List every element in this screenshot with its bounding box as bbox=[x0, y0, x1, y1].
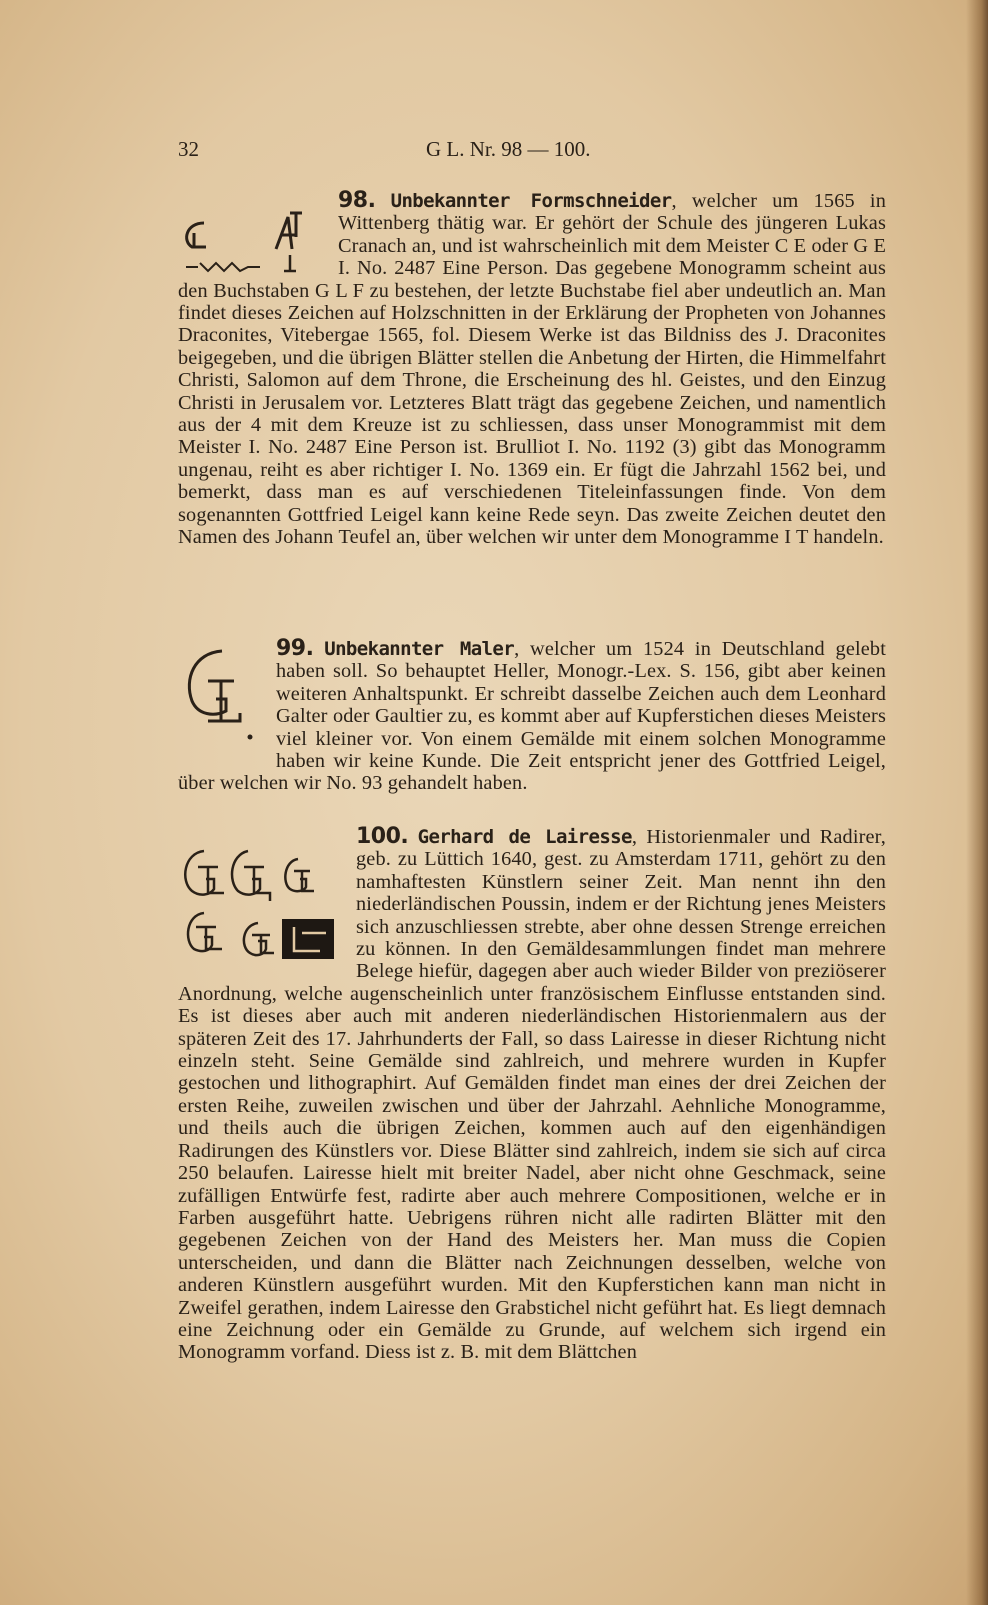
entry-text: , Historienmaler und Radirer, geb. zu Lüttich 1640, gest. zu Amsterdam 1711, gehört zu den namhaftesten Künstlern seiner Zeit. Man nennt ihn den niederländischen Poussin, indem er der Richtung jenes Meisters sich anzuschliessen strebte, aber ohne dessen Strenge erreichen zu können. In den Gemäldesammlungen findet man mehrere Belege hiefür, dagegen aber auch wieder Bilder von preziöserer Anordnung, welche augenscheinlich unter französischem Einflusse entstanden sind. Es ist dieses aber auch mit anderen niederländischen Historienmalern aus der späteren Zeit des 17. Jahrhunderts der Fall, so dass Lairesse in dieser Richtung nicht einzeln steht. Seine Gemälde sind zahlreich, und mehrere wurden in Kupfer gestochen und lithographirt. Auf Gemälden findet man eines der drei Zeichen der ersten Reihe, zuweilen zwischen und über der Jahrzahl. Aehnliche Monogramme, und theils auch die übrigen Zeichen, kommen auch auf den eigenhändigen Radirungen des Künstlers vor. Diese Blätter sind zahlreich, indem sie sich auf circa 250 belaufen. Lairesse hielt mit breiter Nadel, aber nicht ohne Geschmack, seine zufälligen Entwürfe fest, radirte aber auch mehrere Compositionen, welche er in Farben ausgeführt hatte. Uebrigens rühren nicht alle radirten Blätter mit den gegebenen Zeichen von der Hand des Meisters her. Man muss die Copien unterscheiden, und dann die Blätter nach Zeichnungen desselben, welche von anderen Künstlern ausgeführt wurden. Mit den Kupferstichen kann man nicht in Zweifel gerathen, indem Lairesse den Grabstichel nicht geführt hat. Es liegt demnach eine Zeichnung oder ein Gemälde zu Grunde, auf welchem sich irgend ein Monogramm vorfand. Diess ist z. B. mit dem Blättchen bbox=[178, 826, 886, 1364]
entry-name: Unbekannter Formschneider bbox=[390, 190, 672, 212]
page-number: 32 bbox=[178, 137, 199, 161]
entry-98 bbox=[178, 190, 886, 549]
page-spine-shadow bbox=[966, 0, 988, 1605]
entry-number: 100. bbox=[356, 824, 409, 849]
entry-99 bbox=[178, 638, 886, 795]
monogram-99 bbox=[178, 641, 266, 751]
entry-name: Gerhard de Lairesse bbox=[417, 826, 632, 848]
monogram-98-svg bbox=[178, 193, 328, 279]
page-header bbox=[178, 137, 886, 167]
entry-number: 99. bbox=[276, 636, 314, 661]
entry-number: 98. bbox=[338, 188, 376, 213]
entry-name: Unbekannter Maler bbox=[324, 638, 515, 660]
entry-text: , welcher um 1524 in Deutschland gelebt haben soll. So behauptet Heller, Monogr.-Lex. S. 156, gibt aber keinen weiteren Anhaltspunkt. Er schreibt dasselbe Zeichen auch dem Leonhard Galter oder Gaultier zu, es kommt aber auf Kupferstichen dieses Meisters viel kleiner vor. Von einem Gemälde mit einem solchen Monogramme haben wir keine Kunde. Die Zeit entspricht jener des Gottfried Leigel, über welchen wir No. 93 gehandelt haben. bbox=[178, 638, 886, 795]
monogram-99-svg bbox=[178, 641, 266, 751]
monogram-100-svg bbox=[178, 829, 346, 961]
entry-text: , welcher um 1565 in Wittenberg thätig war. Er gehört der Schule des jüngeren Lukas Cranach an, und ist wahrscheinlich mit dem Meister C E oder G E I. No. 2487 Eine Person. Das gegebene Monogramm scheint aus den Buchstaben G L F zu bestehen, der letzte Buchstabe fiel aber undeutlich an. Man findet dieses Zeichen auf Holzschnitten in der Erklärung der Propheten von Johannes Draconites, Vitebergae 1565, fol. Diesem Werke ist das Bildniss des J. Draconites beigegeben, und die übrigen Blätter stellen die Anbetung der Hirten, die Himmelfahrt Christi, Salomon auf dem Throne, die Erscheinung des hl. Geistes, und den Einzug Christi in Jerusalem vor. Letzteres Blatt trägt das gegebene Zeichen, und namentlich aus der 4 mit dem Kreuze ist zu schliessen, dass unser Monogrammist mit dem Meister I. No. 2487 Eine Person ist. Brulliot I. No. 1192 (3) gibt das Monogramm ungenau, reiht es aber richtiger I. No. 1369 ein. Er fügt die Jahrzahl 1562 bei, und bemerkt, dass man es auf verschiedenen Titeleinfassungen finde. Von dem sogenannten Gottfried Leigel kann keine Rede seyn. Das zweite Zeichen deutet den Namen des Johann Teufel an, über welchen wir unter dem Monogramme I T handeln. bbox=[178, 190, 886, 549]
monogram-100 bbox=[178, 829, 346, 961]
entry-100 bbox=[178, 826, 886, 1364]
monogram-98 bbox=[178, 193, 328, 279]
running-head: G L. Nr. 98 — 100. bbox=[426, 137, 591, 161]
